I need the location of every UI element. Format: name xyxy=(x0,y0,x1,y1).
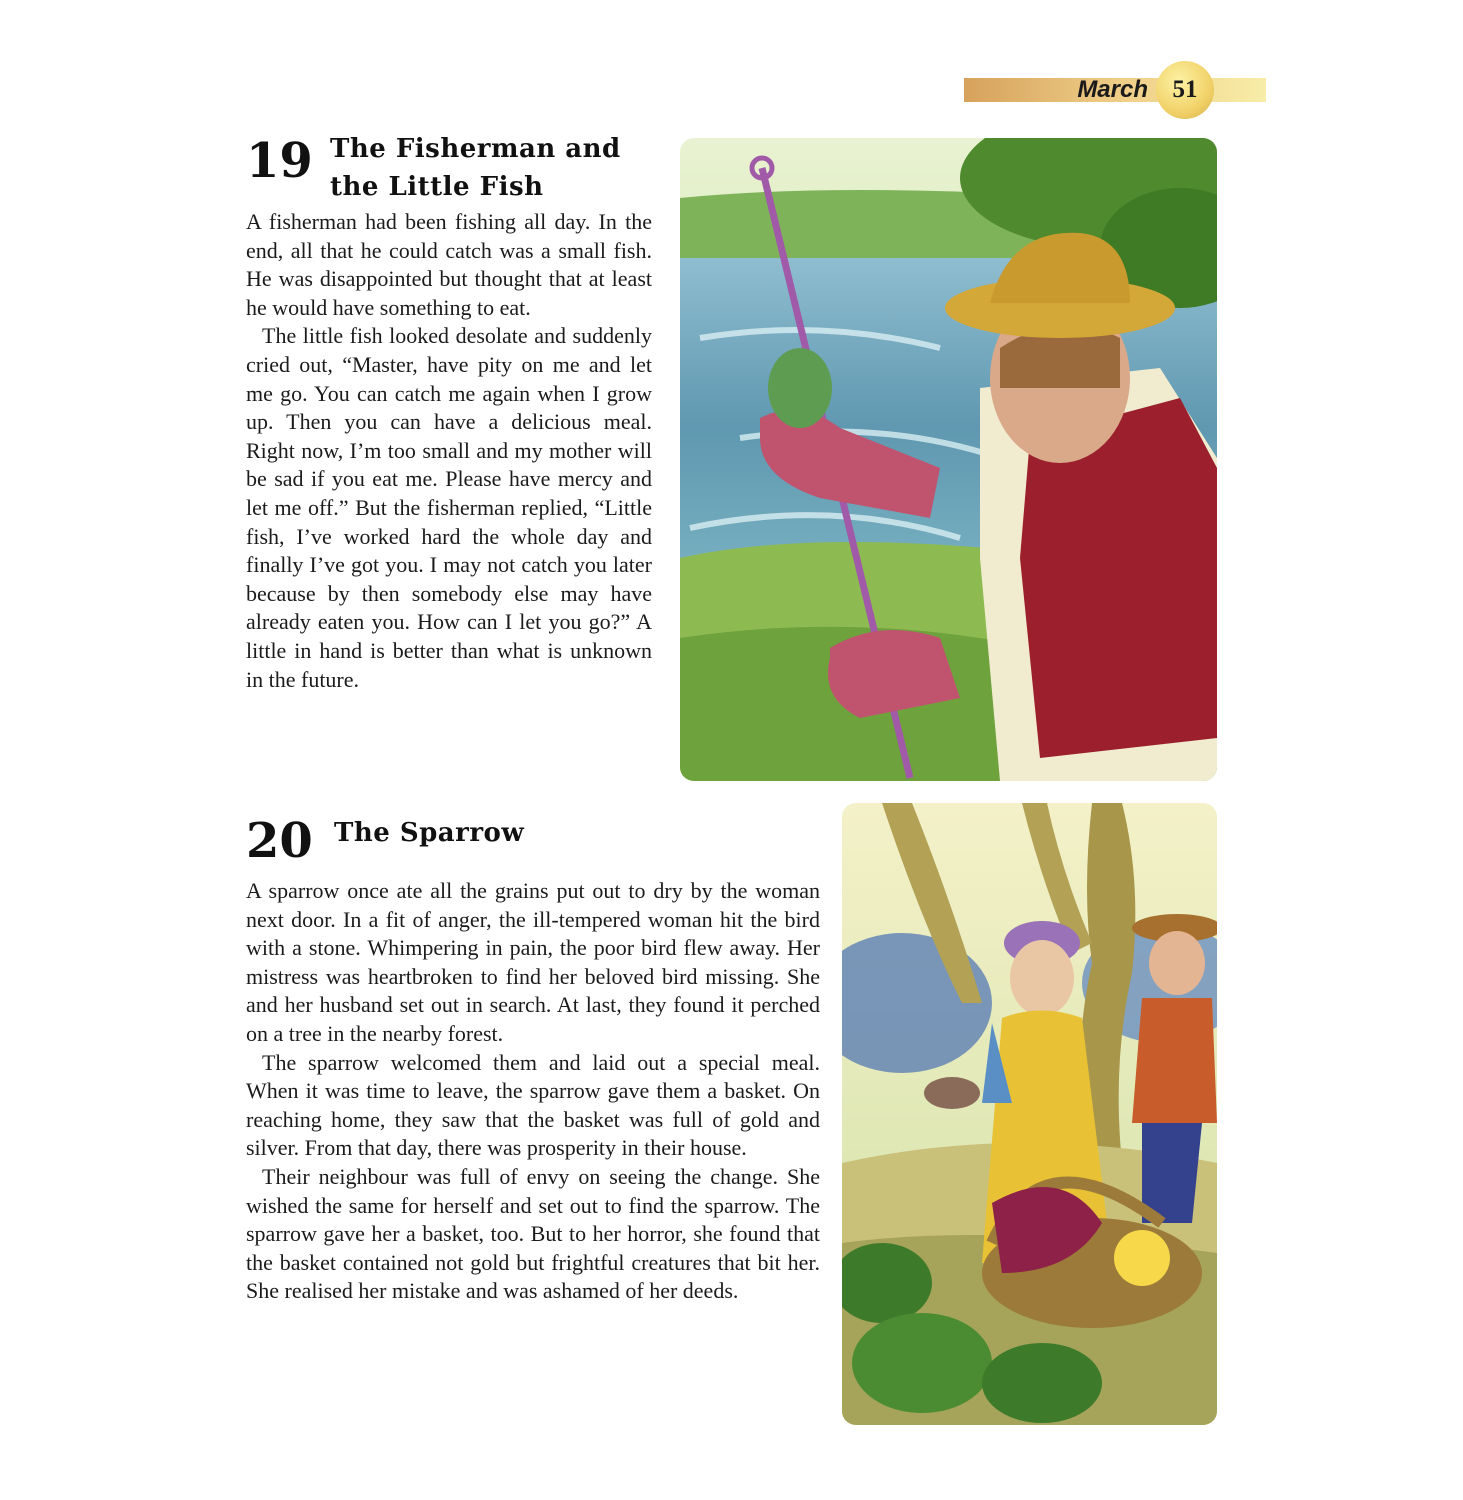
sparrow-illustration xyxy=(842,803,1217,1425)
story-title xyxy=(330,130,670,206)
fisherman-illustration xyxy=(680,138,1217,781)
header-month: March xyxy=(1077,76,1148,103)
story-paragraph: A fisherman had been fishing all day. In the end, all that he could catch was a small fish. He was disappointed but thought that at least he would have something to eat. xyxy=(246,209,652,320)
story-title-line: the Little Fish xyxy=(330,172,544,202)
story-title-line: The Fisherman and xyxy=(330,134,621,164)
story-number: 20 xyxy=(246,813,313,869)
story-paragraph: A sparrow once ate all the grains put out to dry by the woman next door. In a fit of anger, the ill-tempered woman hit the bird with a stone. Whimpering in pain, the poor bird flew away. Her mistress was heartbroken to find her beloved bird missing. She and her husband set out in search. At last, they found it perched on a tree in the nearby forest. xyxy=(246,878,820,1046)
story-text xyxy=(246,208,652,694)
story-number: 19 xyxy=(246,133,313,189)
story-title-line: The Sparrow xyxy=(334,818,525,848)
story-title xyxy=(334,814,634,852)
story-text xyxy=(246,877,820,1306)
story-paragraph: Their neighbour was full of envy on seeing the change. She wished the same for herself and set out to find the sparrow. The sparrow gave her a basket, too. But to her horror, she found that the basket contained not gold but frightful creatures that bit her. She realised her mistake and was ashamed of her deeds. xyxy=(246,1163,820,1304)
page-number-badge: 51 xyxy=(1156,61,1214,119)
story-paragraph: The sparrow welcomed them and laid out a special meal. When it was time to leave, the sparrow gave them a basket. On reaching home, they saw that the basket was full of gold and silver. From that day, there was prosperity in their house. xyxy=(246,1049,820,1161)
story-paragraph: The little fish looked desolate and suddenly cried out, “Master, have pity on me and let me go. You can catch me again when I grow up. Then you can have a delicious meal. Right now, I’m too small and my mother will be sad if you eat me. Please have mercy and let me off.” But the fisherman replied, “Little fish, I’ve worked hard the whole day and finally I’ve got you. I may not catch you later because by then somebody else may have already eaten you. How can I let you go?” A little in hand is better than what is unknown in the future. xyxy=(246,323,652,692)
